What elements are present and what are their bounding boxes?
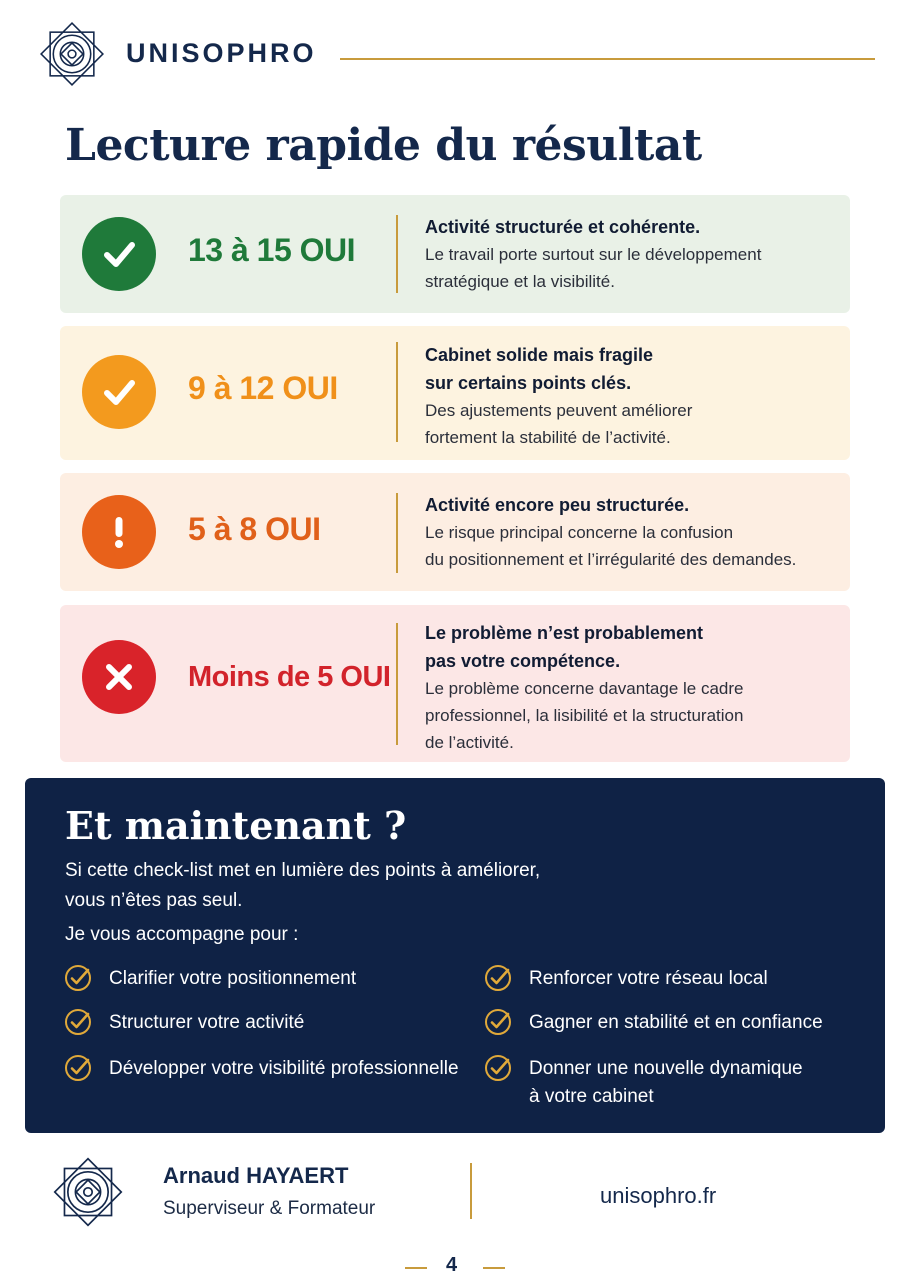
list-item — [483, 1009, 823, 1037]
check-circle-icon — [483, 1007, 513, 1037]
list-item-label: Clarifier votre positionnement — [109, 968, 357, 989]
next-steps-title: Et maintenant ? — [65, 803, 407, 848]
list-item-label: Développer votre visibilité professionnelle — [109, 1058, 459, 1079]
result-description: Le problème concerne davantage le cadre — [425, 679, 744, 698]
list-item-label-line: Donner une nouvelle dynamique — [529, 1058, 803, 1079]
result-title: sur certains points clés. — [425, 373, 632, 393]
result-badge — [82, 640, 156, 714]
website-link[interactable]: unisophro.fr — [600, 1183, 717, 1208]
result-range: 13 à 15 OUI — [188, 232, 356, 268]
list-item — [63, 965, 356, 993]
list-item — [63, 1009, 304, 1037]
next-steps-intro-line: Si cette check-list met en lumière des points à améliorer, — [65, 860, 541, 881]
card-divider — [396, 342, 398, 442]
page-title: Lecture rapide du résultat — [65, 120, 702, 171]
result-title: pas votre compétence. — [425, 651, 621, 671]
unisophro-logo-icon — [33, 15, 111, 93]
result-card-13-15 — [60, 195, 850, 313]
list-item — [483, 1055, 813, 1111]
footer-divider — [470, 1163, 472, 1219]
card-divider — [396, 493, 398, 573]
unisophro-logo-icon — [46, 1150, 130, 1234]
result-description: professionnel, la lisibilité et la structuration — [425, 706, 744, 725]
result-title: Activité structurée et cohérente. — [425, 217, 701, 237]
result-description: Le risque principal concerne la confusion — [425, 523, 734, 542]
card-divider — [396, 215, 398, 293]
page-number-dash — [405, 1267, 427, 1269]
check-icon — [99, 234, 139, 274]
result-card-under-5 — [60, 605, 850, 762]
result-range: 5 à 8 OUI — [188, 511, 321, 547]
result-badge — [82, 355, 156, 429]
result-description: du positionnement et l’irrégularité des demandes. — [425, 550, 797, 569]
next-steps-intro — [65, 856, 625, 916]
page-number: 4 — [446, 1254, 458, 1276]
result-range: 9 à 12 OUI — [188, 370, 338, 406]
result-title: Activité encore peu structurée. — [425, 495, 690, 515]
cross-icon — [99, 657, 139, 697]
next-steps-panel — [25, 778, 885, 1133]
brand-name: UNISOPHRO — [126, 38, 317, 68]
result-description: stratégique et la visibilité. — [425, 272, 615, 291]
result-title: Cabinet solide mais fragile — [425, 345, 654, 365]
check-circle-icon — [63, 1053, 93, 1083]
check-circle-icon — [483, 963, 513, 993]
result-description: Le travail porte surtout sur le développement — [425, 245, 762, 264]
result-card-5-8 — [60, 473, 850, 591]
page-header — [0, 0, 910, 110]
header-rule — [340, 58, 875, 60]
result-range: Moins de 5 OUI — [188, 661, 391, 693]
next-steps-intro-line: vous n’êtes pas seul. — [65, 890, 243, 911]
list-item-label-line: à votre cabinet — [529, 1086, 654, 1107]
check-icon — [99, 372, 139, 412]
page-number-dash — [483, 1267, 505, 1269]
list-item — [483, 965, 768, 993]
list-item-label: Renforcer votre réseau local — [529, 968, 768, 989]
list-item-label: Gagner en stabilité et en confiance — [529, 1012, 823, 1033]
list-item — [63, 1055, 459, 1083]
list-item-label — [529, 1055, 803, 1111]
check-circle-icon — [63, 1007, 93, 1037]
author-role: Superviseur & Formateur — [163, 1198, 376, 1219]
result-card-9-12 — [60, 326, 850, 460]
card-divider — [396, 623, 398, 745]
result-title: Le problème n’est probablement — [425, 623, 704, 643]
result-description: de l’activité. — [425, 733, 514, 752]
author-name: Arnaud HAYAERT — [163, 1163, 349, 1188]
list-item-label: Structurer votre activité — [109, 1012, 305, 1033]
result-description: Des ajustements peuvent améliorer — [425, 401, 693, 420]
next-steps-lead: Je vous accompagne pour : — [65, 924, 299, 945]
result-description: fortement la stabilité de l’activité. — [425, 428, 671, 447]
check-circle-icon — [63, 963, 93, 993]
result-badge — [82, 217, 156, 291]
exclamation-icon — [99, 512, 139, 552]
result-badge — [82, 495, 156, 569]
check-circle-icon — [483, 1053, 513, 1083]
